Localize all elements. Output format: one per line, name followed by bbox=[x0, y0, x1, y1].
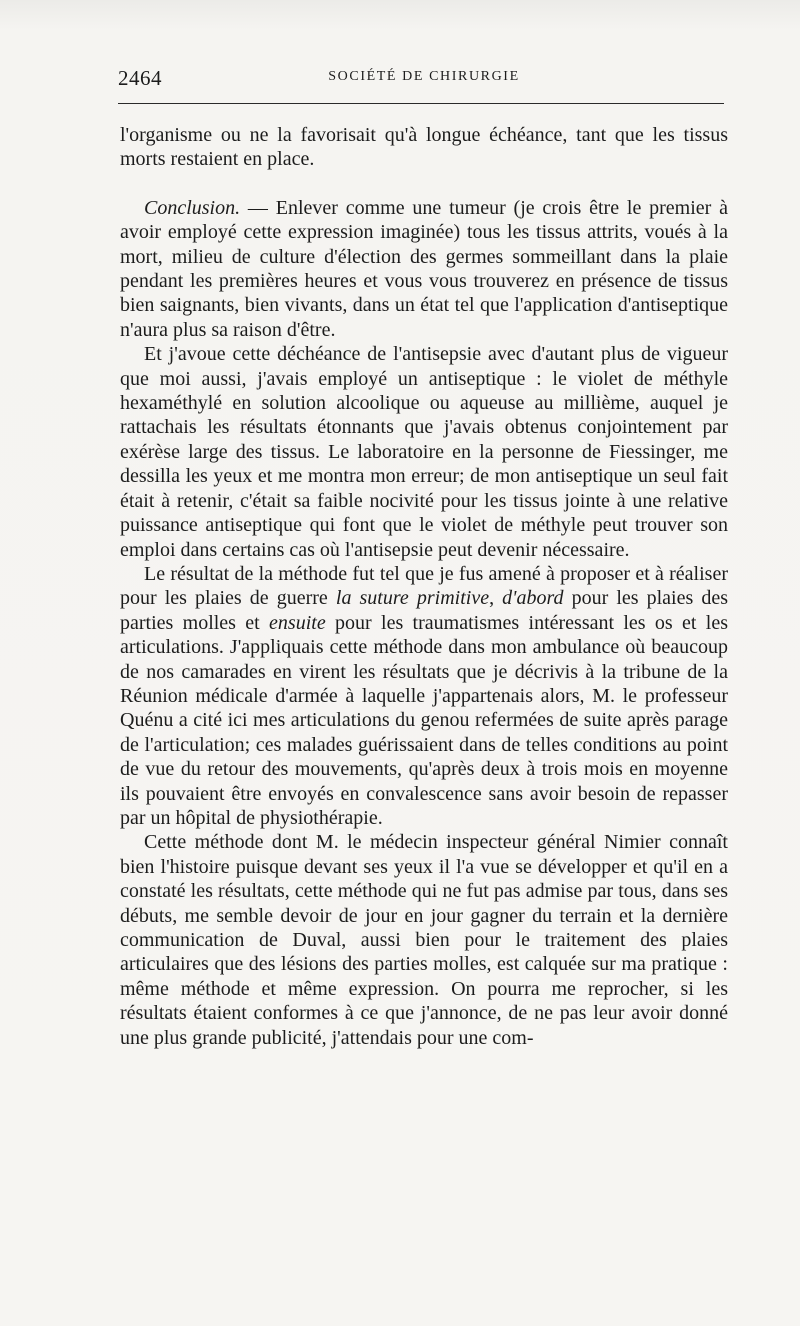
paragraph-conclusion: Conclusion. — Enlever comme une tumeur (je crois être le premier à avoir employé cette expression imaginée) tous les tissus attrits, voués à la mort, milieu de culture d'élection des germes sommeillant dans la plaie pendant les premières heures et vous vous trouverez en présence de tissus bien saignants, bien vivants, dans un état tel que l'application d'antiseptique n'aura plus sa raison d'être. bbox=[120, 196, 728, 341]
page-number: 2464 bbox=[118, 66, 162, 90]
emphasis-dabord: d'abord bbox=[502, 587, 564, 610]
paragraph-antisepsie: Et j'avoue cette déchéance de l'antisepsie avec d'autant plus de vigueur que moi aussi, j'avais employé un antiseptique : le violet de méthyle hexaméthylé en solution alcoolique ou aqueuse au millième, auquel je rattachais les résultats étonnants que j'avais obtenus conjointement par exérèse large des tissus. Le laboratoire en la personne de Fiessinger, me dessilla les yeux et me montra mon erreur; de mon antiseptique un seul fait était à retenir, c'était sa faible nocivité pour les tissus jointe à une relative puissance antiseptique qui font que le violet de méthyle peut trouver son emploi dans certains cas où l'antisepsie peut devenir nécessaire. bbox=[120, 343, 728, 561]
paragraph-resultat: Le résultat de la méthode fut tel que je fus amené à proposer et à réaliser pour les plaies de guerre la suture primitive, d'abord pour les plaies des parties molles et ensuite pour les traumatismes intéressant les os et les articulations. J'appliquais cette méthode dans mon ambulance où beaucoup de nos camarades en virent les résultats que je décrivis à la tribune de la Réunion médicale d'armée à laquelle j'appartenais alors, M. le professeur Quénu a cité ici mes articulations du genou refermées de suite après parage de l'articulation; ces malades guérissaient dans de telles conditions au point de vue du retour des mouvements, qu'après deux à trois mois en moyenne ils pouvaient être envoyés en convalescence sans avoir besoin de repasser par un hôpital de physiothérapie. bbox=[120, 562, 729, 829]
body-text bbox=[120, 123, 728, 1050]
page-header bbox=[118, 64, 730, 94]
paragraph-methode: Cette méthode dont M. le médecin inspecteur général Nimier connaît bien l'histoire puisque devant ses yeux il l'a vue se développer et qu'il en a constaté les résultats, cette méthode qui ne fut pas admise par tous, dans ses débuts, me semble devoir de jour en jour gagner du terrain et la dernière communication de Duval, aussi bien pour le traitement des plaies articulaires que des lésions des parties molles, est calquée sur ma pratique : même méthode et même expression. On pourra me reprocher, si les résultats étaient conformes à ce que j'annonce, de ne pas leur avoir donné une plus grande publicité, j'attendais pour une com- bbox=[120, 831, 728, 1049]
conclusion-label: Conclusion. bbox=[144, 196, 241, 219]
emphasis-ensuite: ensuite bbox=[269, 611, 326, 634]
header-rule bbox=[118, 103, 724, 104]
paragraph-continuation: l'organisme ou ne la favorisait qu'à longue échéance, tant que les tissus morts restaient en place. bbox=[120, 124, 728, 171]
emphasis-suture-primitive: la suture primitive bbox=[335, 587, 490, 610]
running-title: SOCIÉTÉ DE CHIRURGIE bbox=[328, 69, 520, 84]
